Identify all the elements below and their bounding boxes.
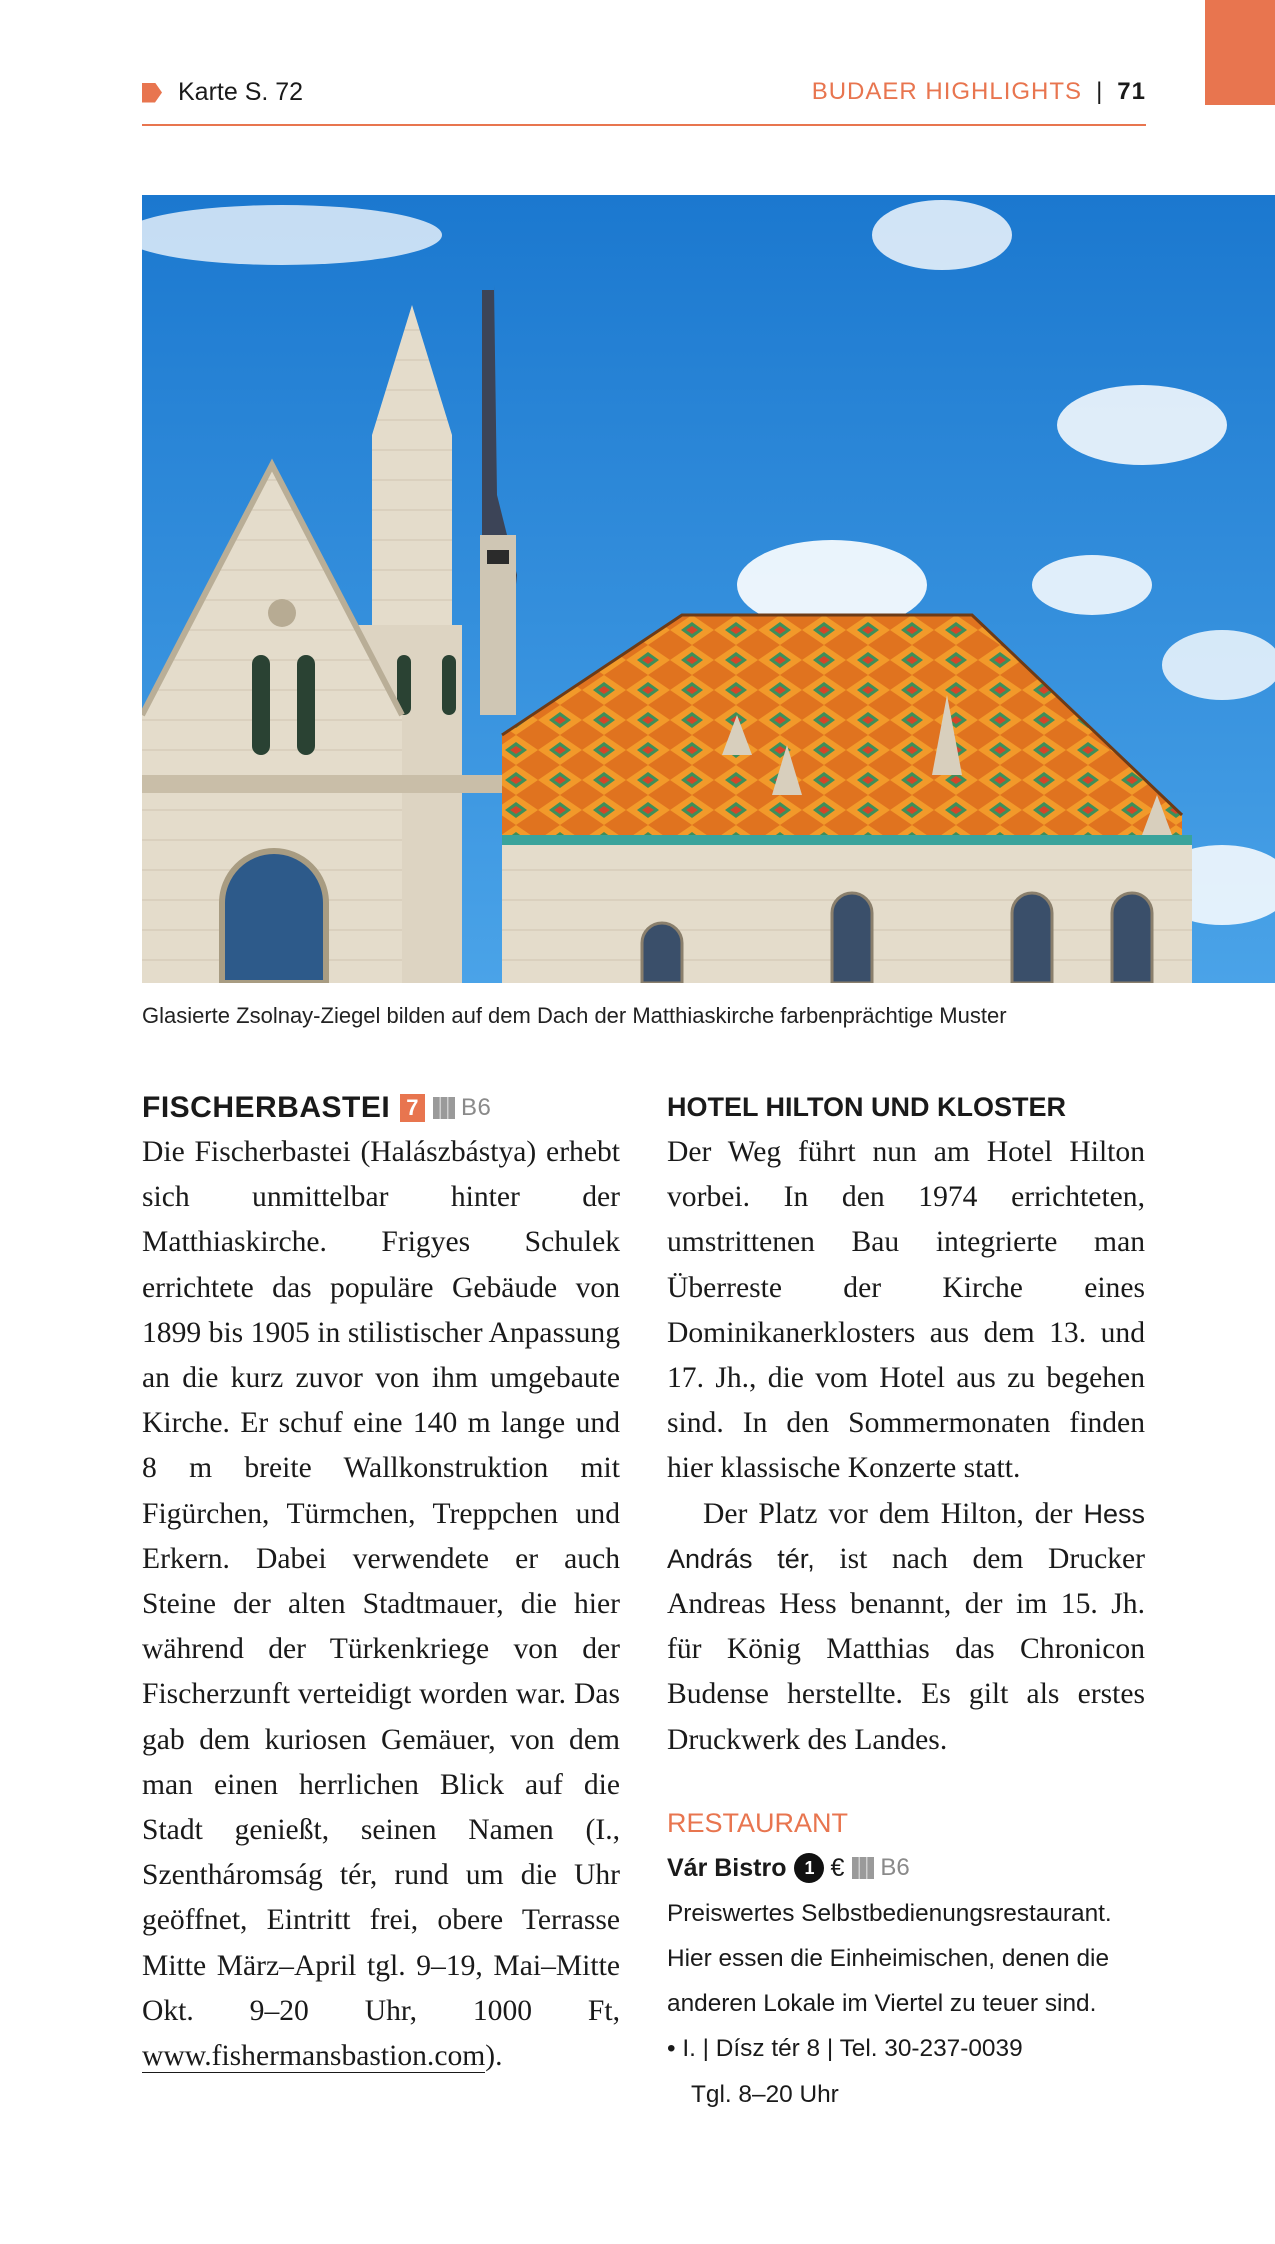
fischerbastei-section (142, 1085, 620, 2079)
hilton-paragraph-2 (667, 1492, 1145, 1763)
fischerbastei-heading (142, 1085, 620, 1130)
restaurant-name: Vár Bistro (667, 1853, 787, 1882)
restaurant-address: • I. | Dísz tér 8 | Tel. 30-237-0039 (667, 2035, 1023, 2063)
restaurant-map-grid: B6 (880, 1854, 910, 1882)
hilton-paragraph-1: Der Weg führt nun am Hotel Hilton vorbei. In den 1974 errichteten, umstrittenen Bau integrierte man Überreste der Kirche eines Dominikanerklosters aus dem 13. und 17. Jh., die vom Hotel aus zu begehen sind. In den Sommermonaten finden hier klassische Konzerte statt. (667, 1136, 1145, 1485)
hess-andras-ter: Hess András tér, (667, 1498, 1145, 1574)
restaurant-heading: RESTAURANT (667, 1807, 849, 1838)
hilton-title: HOTEL HILTON UND KLOSTER (667, 1092, 1067, 1122)
header-separator: | (1096, 78, 1104, 105)
paragraph-2-end: ist nach dem Drucker Andreas Hess benannt, der im 15. Jh. für König Matthias das Chronicon Budense herstellte. Es gilt als erstes Druckwerk des Landes. (667, 1542, 1145, 1756)
fischerbastei-text (142, 1130, 620, 2079)
map-reference-label: Karte S. 72 (178, 78, 304, 106)
chapter-tab (1205, 0, 1275, 105)
paragraph-2-start: Der Platz vor dem Hilton, der (703, 1497, 1073, 1530)
fischerbastei-body: Die Fischerbastei (Halászbástya) erhebt sich unmittelbar hinter der Matthiaskirche. Frigyes Schulek errichtete das populäre Gebäude von 1899 bis 1905 in stilistischer Anpassung an die kurz zuvor von ihm umgebaute Kirche. Er schuf eine 140 m lange und 8 m breite Wallkonstruktion mit Figürchen, Türmchen, Treppchen und Erkern. Dabei verwendete er auch Steine der alten Stadtmauer, die hier während der Türkenkriege von der Fischerzunft verteidigt worden war. Das gab dem kuriosen Gemäuer, von dem man einen herrlichen Blick auf die Stadt genießt, seinen Namen (I., Szentháromság tér, rund um die Uhr geöffnet, Eintritt frei, obere Terrasse Mitte März–April tgl. 9–19, Mai–Mitte Okt. 9–20 Uhr, 1000 Ft, (142, 1136, 620, 2027)
sight-number-badge: 7 (400, 1094, 425, 1122)
section-title: BUDAER HIGHLIGHTS (811, 78, 1083, 105)
map-icon (852, 1857, 874, 1879)
church-photo (142, 195, 1275, 983)
map-grid-ref (433, 1094, 491, 1122)
fischerbastei-closing: ). (485, 2040, 503, 2073)
map-icon (433, 1097, 455, 1119)
page-header (142, 78, 1146, 126)
running-head (812, 78, 1146, 106)
hilton-text (667, 1130, 1145, 1763)
page-number: 71 (1117, 78, 1146, 105)
map-reference (142, 78, 303, 107)
arrow-icon (142, 83, 162, 103)
fischerbastei-title: FISCHERBASTEI (142, 1090, 391, 1124)
photo-caption: Glasierte Zsolnay-Ziegel bilden auf dem Dach der Matthiaskirche farbenprächtige Muster (142, 1003, 1007, 1028)
price-category: € (830, 1853, 845, 1882)
restaurant-hours: Tgl. 8–20 Uhr (691, 2080, 839, 2108)
restaurant-number-badge: 1 (794, 1853, 824, 1883)
map-grid-label: B6 (460, 1093, 492, 1121)
restaurant-description: Preiswertes Selbstbedienungsrestaurant. Hier essen die Einheimischen, denen die anderen Lokale im Viertel zu teuer sind. (667, 1899, 1112, 2018)
hilton-section (667, 1085, 1145, 2117)
restaurant-map-ref (852, 1854, 909, 1882)
fishermansbastion-link[interactable]: www.fishermansbastion.com (142, 2040, 486, 2073)
restaurant-title-line (667, 1846, 1145, 1891)
